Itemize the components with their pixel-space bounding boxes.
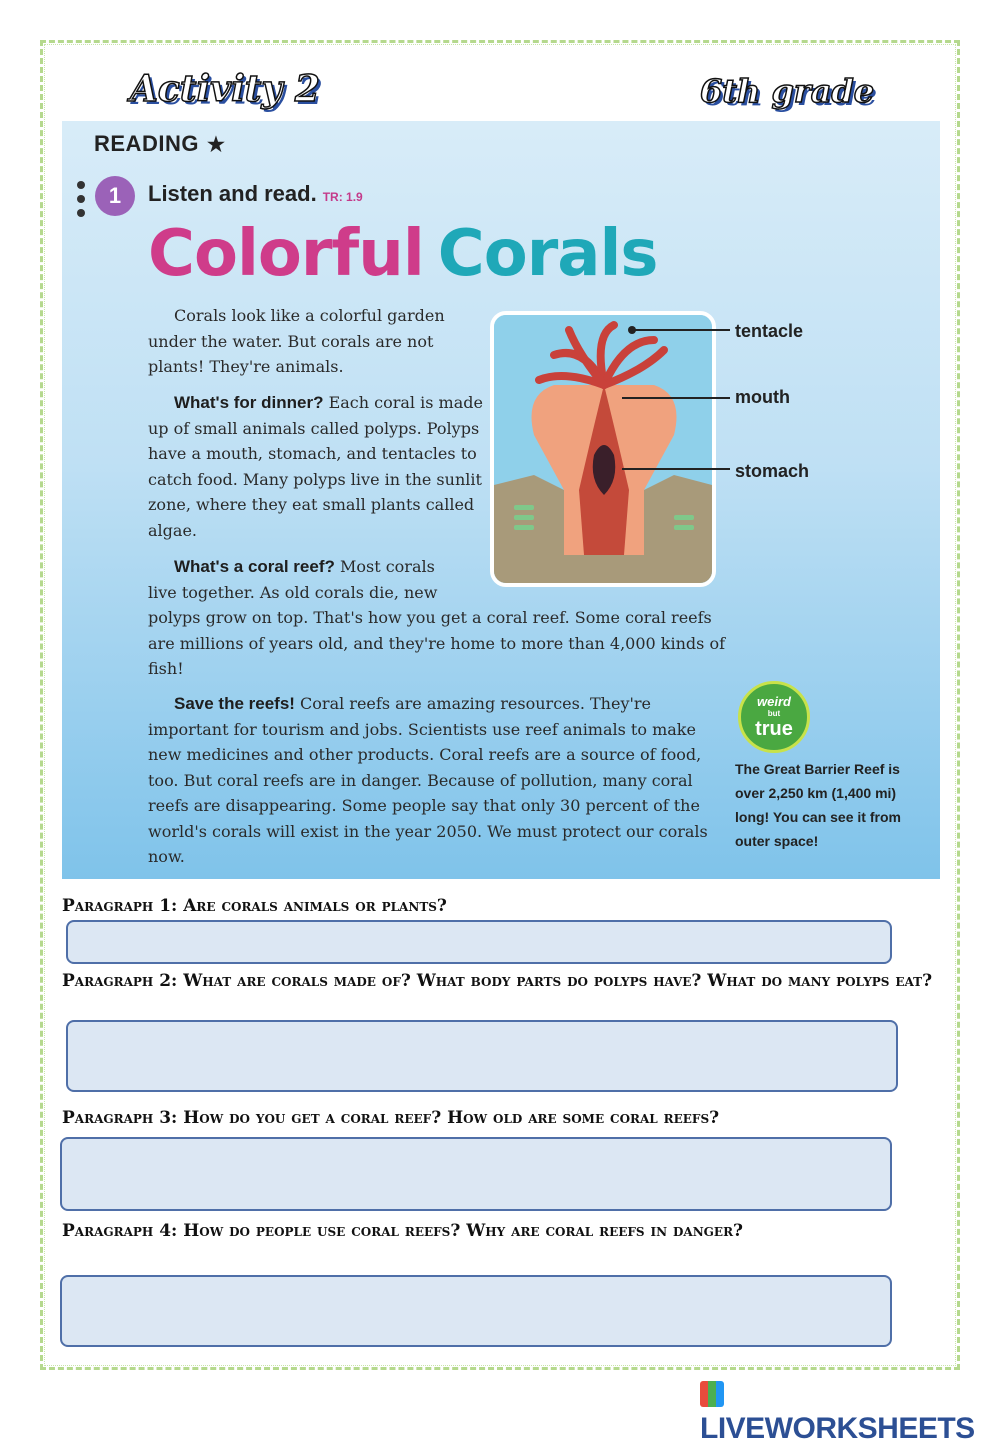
fun-fact: The Great Barrier Reef is over 2,250 km (1,400 mi) long! You can see it from outer space! xyxy=(735,761,901,849)
paragraph-3b: polyps grow on top. That's how you get a coral reef. Some coral reefs are millions of years old, and they're home to more than 4,000 kinds of fish! xyxy=(148,608,726,678)
paragraph-4: Save the reefs! Coral reefs are amazing resources. They're important for tourism and jobs. Scientists use reef animals to make new medicines and other products. Coral reefs are a source of food, too. But coral reefs are in danger. Because of pollution, many coral reefs are disappearing. Some people say that only 30 percent of the world's corals will exist in the year 2050. We must protect our corals now. xyxy=(148,694,708,866)
label-mouth: mouth xyxy=(735,387,790,407)
brand-text: LIVEWORKSHEETS xyxy=(700,1412,975,1445)
liveworksheets-logo[interactable] xyxy=(700,1378,1000,1446)
question-4: Paragraph 4: How do people use coral reefs? Why are coral reefs in danger? xyxy=(62,1221,744,1241)
activity-title: Activity 2 xyxy=(130,68,320,110)
reading-panel xyxy=(62,121,940,879)
label-tentacle: tentacle xyxy=(735,321,804,341)
liveworksheets-icon xyxy=(700,1381,724,1407)
question-1: Paragraph 1: Are corals animals or plants? xyxy=(62,896,447,916)
audio-dots-icon xyxy=(77,181,85,223)
section-title-text: READING xyxy=(94,131,199,156)
title-word-colorful: Colorful xyxy=(148,217,424,291)
paragraph-1: Corals look like a colorful garden under the water. But corals are not plants! They're animals. xyxy=(148,306,445,376)
step-number-badge: 1 xyxy=(95,176,135,216)
weird-but-true-badge: weird but true xyxy=(738,681,810,753)
question-3: Paragraph 3: How do you get a coral reef? How old are some coral reefs? xyxy=(62,1108,720,1128)
paragraph-3a: What's a coral reef? Most corals live together. As old corals die, new xyxy=(148,557,438,602)
paragraph-4-heading: Save the reefs! xyxy=(174,694,295,713)
grade-label: 6th grade xyxy=(700,72,875,110)
star-icon: ★ xyxy=(206,134,226,156)
paragraph-2: What's for dinner? Each coral is made up of small animals called polyps. Polyps have a mouth, stomach, and tentacles to catch food. Many polyps live in the sunlit zone, where they eat small plants called algae. xyxy=(148,393,483,540)
track-code: TR: 1.9 xyxy=(322,190,363,204)
question-2: Paragraph 2: What are corals made of? What body parts do polyps have? What do many polyps eat? xyxy=(62,971,933,991)
title-word-corals: Corals xyxy=(437,217,658,291)
answer-box-2[interactable] xyxy=(66,1020,898,1092)
section-title xyxy=(94,131,225,157)
article-title xyxy=(148,217,657,291)
instruction xyxy=(148,181,363,207)
paragraph-3-heading: What's a coral reef? xyxy=(174,557,335,576)
answer-box-4[interactable] xyxy=(60,1275,892,1347)
answer-box-3[interactable] xyxy=(60,1137,892,1211)
label-stomach: stomach xyxy=(735,461,810,481)
callout-lines xyxy=(622,326,732,486)
instruction-text: Listen and read. xyxy=(148,181,317,206)
paragraph-2-heading: What's for dinner? xyxy=(174,393,324,412)
answer-box-1[interactable] xyxy=(66,920,892,964)
